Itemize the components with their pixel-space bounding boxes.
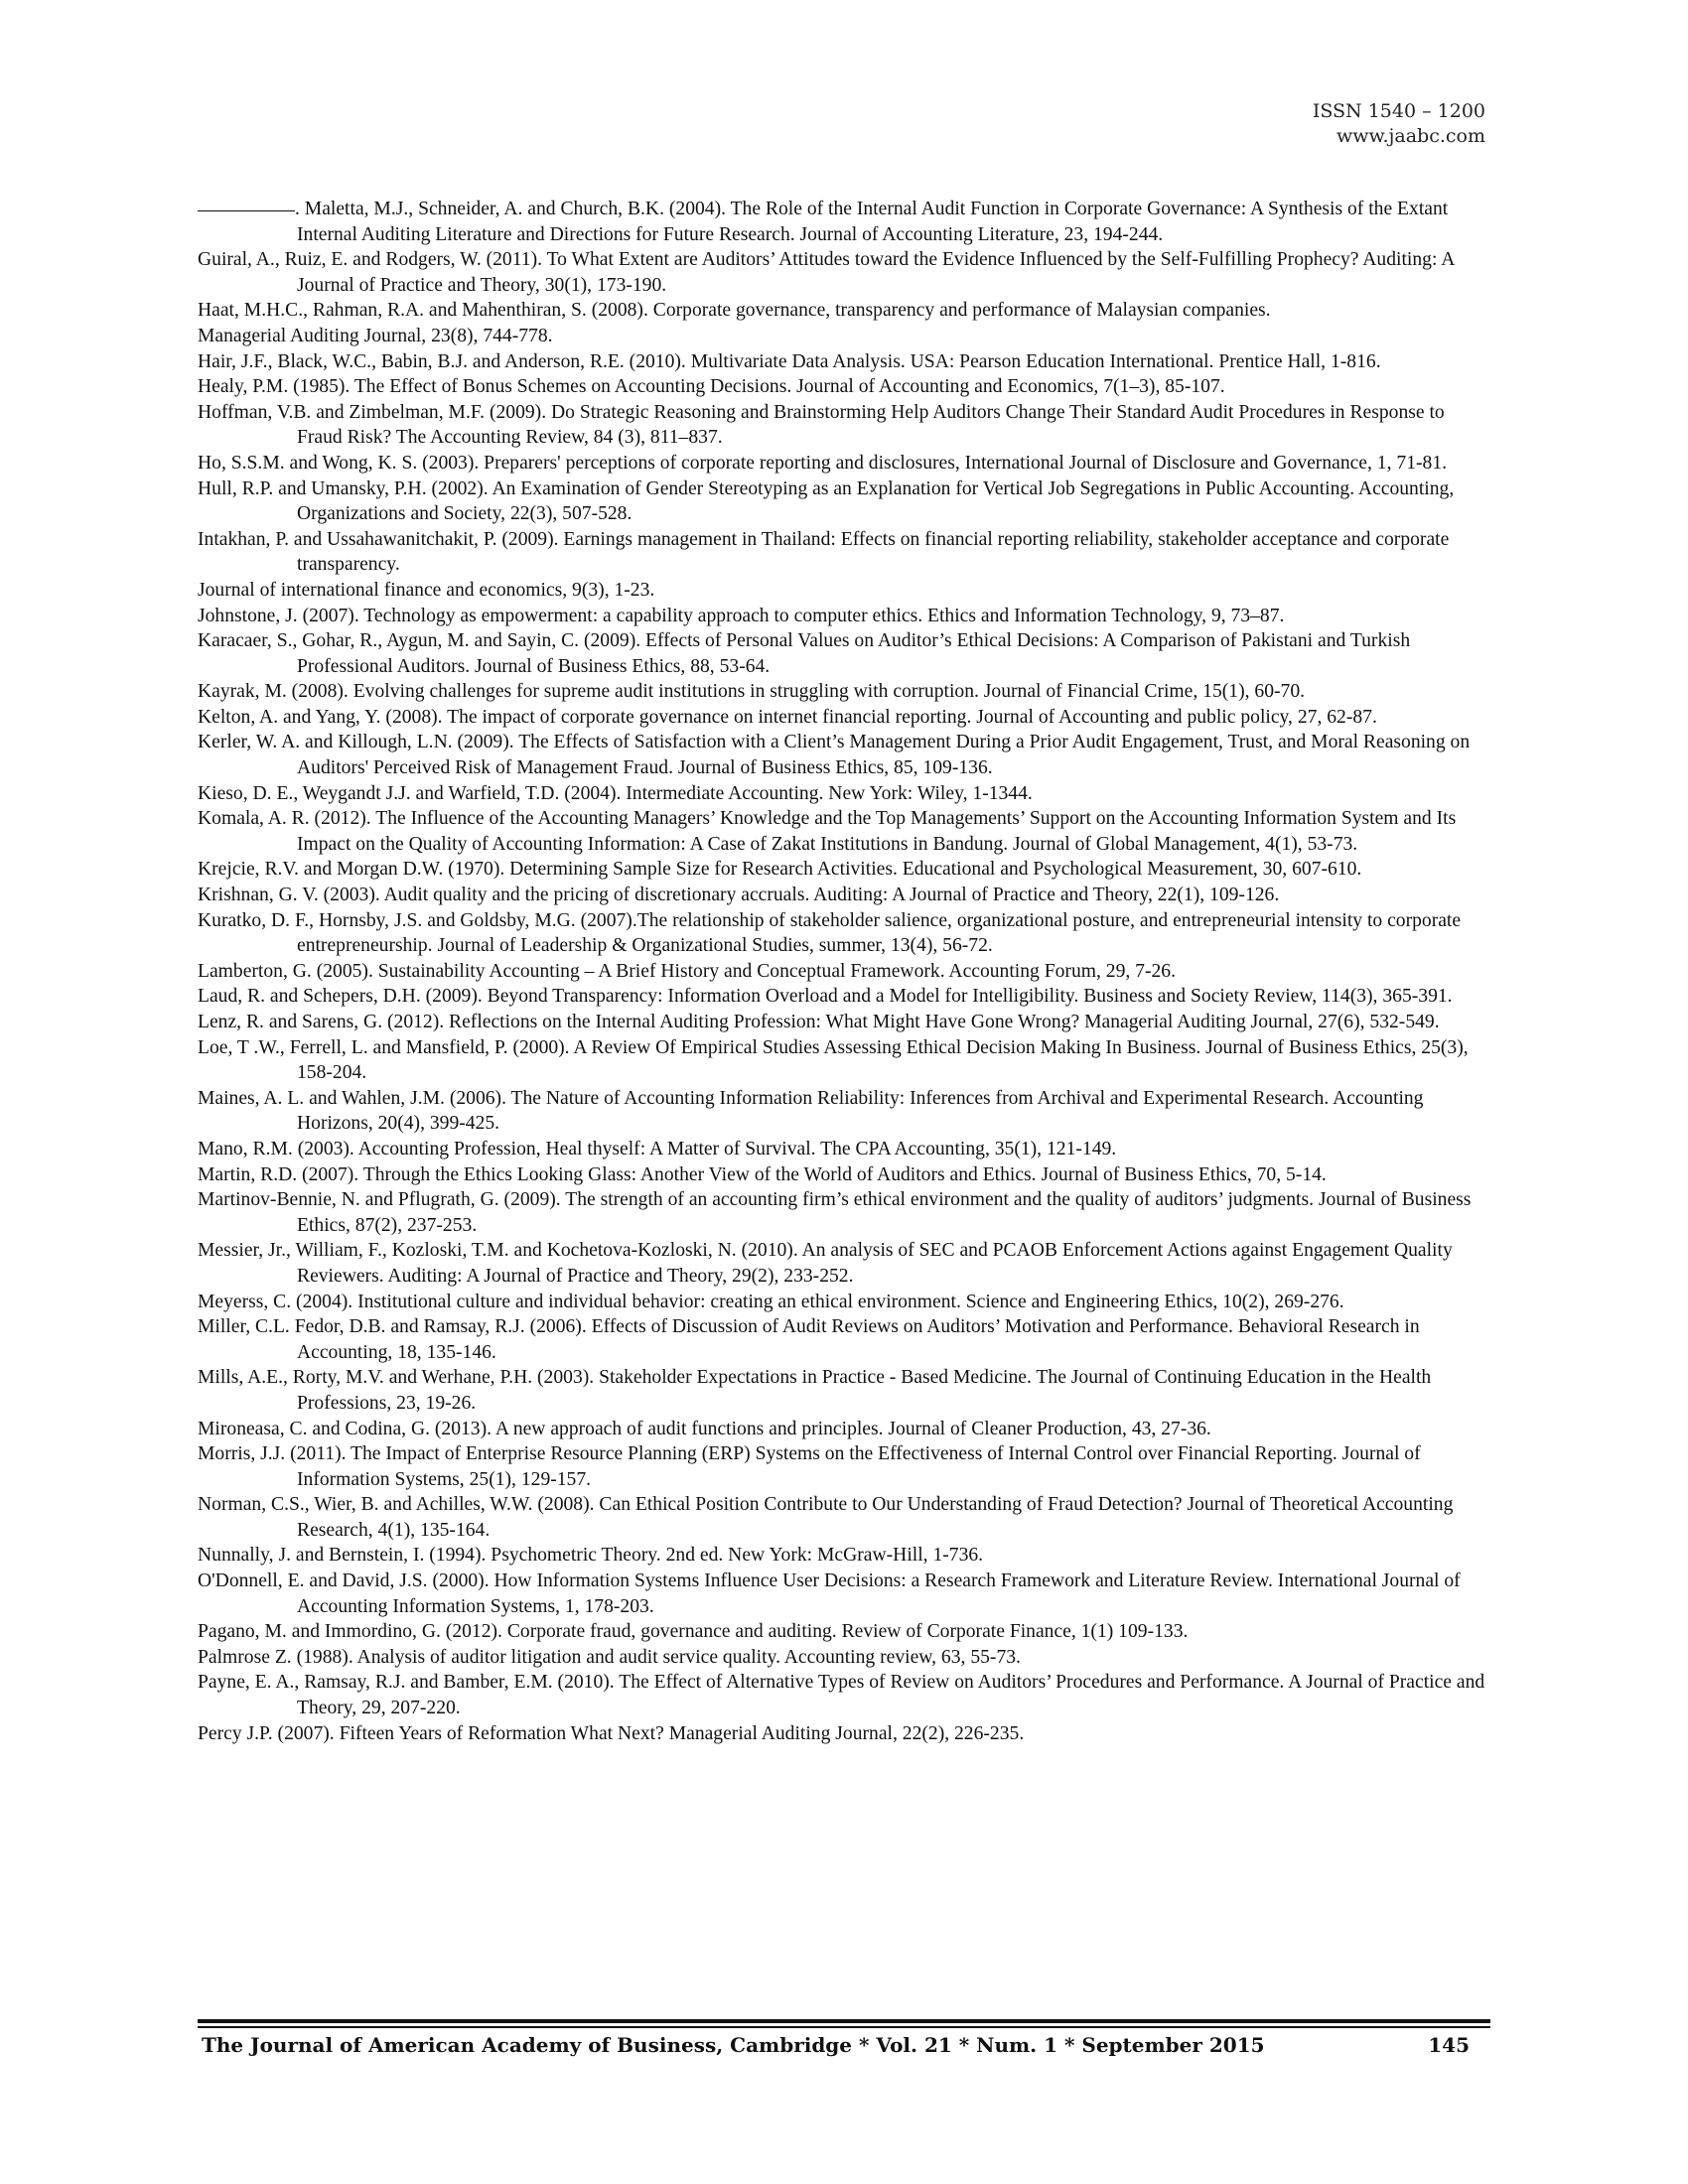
page-footer bbox=[202, 2033, 1482, 2063]
footer-rule bbox=[198, 2019, 1490, 2023]
page-number: 145 bbox=[1428, 2033, 1470, 2057]
reference-entry: Kieso, D. E., Weygandt J.J. and Warfield, T.D. (2004). Intermediate Accounting. New York: Wiley, 1-1344. bbox=[198, 782, 1033, 804]
reference-entry: Nunnally, J. and Bernstein, I. (1994). Psychometric Theory. 2nd ed. New York: McGraw-Hill, 1-736. bbox=[198, 1545, 984, 1567]
reference-entry: Maines, A. L. and Wahlen, J.M. (2006). The Nature of Accounting Information Reliability: Inferences from Archival and Experimental Research. Accounting Horizons, 20(4), 399-425. bbox=[198, 1087, 1424, 1135]
reference-entry: Lamberton, G. (2005). Sustainability Accounting – A Brief History and Conceptual Framework. Accounting Forum, 29, 7-26. bbox=[198, 960, 1176, 982]
reference-entry: O'Donnell, E. and David, J.S. (2000). How Information Systems Influence User Decisions: a Research Framework and Literature Review. International Journal of Accounting Information Systems, 1, 178-203. bbox=[198, 1570, 1461, 1617]
reference-entry: Miller, C.L. Fedor, D.B. and Ramsay, R.J. (2006). Effects of Discussion of Audit Reviews on Auditors’ Motivation and Performance. Behavioral Research in Accounting, 18, 135-146. bbox=[198, 1316, 1420, 1363]
reference-entry: Martin, R.D. (2007). Through the Ethics Looking Glass: Another View of the World of Auditors and Ethics. Journal of Business Ethics, 70, 5-14. bbox=[198, 1163, 1327, 1185]
reference-entry: Loe, T .W., Ferrell, L. and Mansfield, P. (2000). A Review Of Empirical Studies Assessing Ethical Decision Making In Business. Journal of Business Ethics, 25(3), 158-204. bbox=[198, 1036, 1469, 1084]
reference-entry: Journal of international finance and economics, 9(3), 1-23. bbox=[198, 579, 655, 601]
reference-entry: Payne, E. A., Ramsay, R.J. and Bamber, E.M. (2010). The Effect of Alternative Types of Review on Auditors’ Procedures and Performance. A Journal of Practice and Theory, 29, 207-220. bbox=[198, 1672, 1485, 1719]
page-header bbox=[1313, 99, 1485, 149]
reference-entry: Komala, A. R. (2012). The Influence of the Accounting Managers’ Knowledge and the Top Managements’ Support on the Accounting Information System and Its Impact on the Quality of Accounting Information: A Case of Zakat Institutions in Bandung. Journal of Global Management, 4(1), 53-73. bbox=[198, 808, 1457, 855]
reference-entry: Mano, R.M. (2003). Accounting Profession, Heal thyself: A Matter of Survival. The CPA Accounting, 35(1), 121-149. bbox=[198, 1138, 1117, 1160]
reference-entry: Kerler, W. A. and Killough, L.N. (2009). The Effects of Satisfaction with a Client’s Management During a Prior Audit Engagement, Trust, and Moral Reasoning on Auditors' Perceived Risk of Management Fraud. Journal of Business Ethics, 85, 109-136. bbox=[198, 732, 1471, 779]
reference-entry: Mironeasa, C. and Codina, G. (2013). A new approach of audit functions and principles. Journal of Cleaner Production, 43, 27-36. bbox=[198, 1418, 1211, 1439]
footer-rule bbox=[198, 2026, 1490, 2028]
reference-entry: Krejcie, R.V. and Morgan D.W. (1970). Determining Sample Size for Research Activities. Educational and Psychological Measurement, 30, 607-610. bbox=[198, 859, 1362, 881]
website: www.jaabc.com bbox=[1336, 125, 1485, 147]
reference-entry: Morris, J.J. (2011). The Impact of Enterprise Resource Planning (ERP) Systems on the Effectiveness of Internal Control over Financial Reporting. Journal of Information Systems, 25(1), 129-157. bbox=[198, 1443, 1421, 1490]
reference-entry: Laud, R. and Schepers, D.H. (2009). Beyond Transparency: Information Overload and a Model for Intelligibility. Business and Society Review, 114(3), 365-391. bbox=[198, 986, 1453, 1008]
reference-entry: Kelton, A. and Yang, Y. (2008). The impact of corporate governance on internet financial reporting. Journal of Accounting and public policy, 27, 62-87. bbox=[198, 706, 1377, 728]
reference-entry: Hull, R.P. and Umansky, P.H. (2002). An Examination of Gender Stereotyping as an Explanation for Vertical Job Segregations in Public Accounting. Accounting, Organizations and Society, 22(3), 507-528. bbox=[198, 478, 1455, 525]
reference-list bbox=[198, 197, 1490, 1746]
issn: ISSN 1540 – 1200 bbox=[1312, 100, 1485, 122]
reference-entry: Intakhan, P. and Ussahawanitchakit, P. (2009). Earnings management in Thailand: Effects on financial reporting reliability, stakeholder acceptance and corporate transparency. bbox=[198, 528, 1450, 576]
reference-entry: Kuratko, D. F., Hornsby, J.S. and Goldsby, M.G. (2007).The relationship of stakeholder salience, organizational posture, and entrepreneurial intensity to corporate entrepreneurship. Journal of Leadership & Organizational Studies, summer, 13(4), 56-72. bbox=[198, 909, 1462, 957]
reference-entry: Palmrose Z. (1988). Analysis of auditor litigation and audit service quality. Accounting review, 63, 55-73. bbox=[198, 1646, 1021, 1668]
journal-citation: The Journal of American Academy of Business, Cambridge * Vol. 21 * Num. 1 * September 2015 bbox=[202, 2033, 1265, 2057]
reference-entry: Pagano, M. and Immordino, G. (2012). Corporate fraud, governance and auditing. Review of Corporate Finance, 1(1) 109-133. bbox=[198, 1621, 1189, 1643]
reference-entry: Healy, P.M. (1985). The Effect of Bonus Schemes on Accounting Decisions. Journal of Accounting and Economics, 7(1–3), 85-107. bbox=[198, 376, 1225, 398]
reference-entry: Norman, C.S., Wier, B. and Achilles, W.W. (2008). Can Ethical Position Contribute to Our Understanding of Fraud Detection? Journal of Theoretical Accounting Research, 4(1), 135-164. bbox=[198, 1494, 1454, 1541]
reference-entry: Guiral, A., Ruiz, E. and Rodgers, W. (2011). To What Extent are Auditors’ Attitudes toward the Evidence Influenced by the Self-Fulfilling Prophecy? Auditing: A Journal of Practice and Theory, 30(1), 173-190. bbox=[198, 249, 1455, 296]
reference-entry: Haat, M.H.C., Rahman, R.A. and Mahenthiran, S. (2008). Corporate governance, transparency and performance of Malaysian companies. bbox=[198, 300, 1271, 322]
reference-entry: Kayrak, M. (2008). Evolving challenges for supreme audit institutions in struggling with corruption. Journal of Financial Crime, 15(1), 60-70. bbox=[198, 681, 1306, 703]
reference-entry: Krishnan, G. V. (2003). Audit quality and the pricing of discretionary accruals. Auditing: A Journal of Practice and Theory, 22(1), 109-126. bbox=[198, 885, 1280, 906]
reference-entry: Meyerss, C. (2004). Institutional culture and individual behavior: creating an ethical environment. Science and Engineering Ethics, 10(2), 269-276. bbox=[198, 1291, 1344, 1312]
reference-entry: Johnstone, J. (2007). Technology as empowerment: a capability approach to computer ethics. Ethics and Information Technology, 9, 73–87. bbox=[198, 605, 1285, 626]
reference-entry: Lenz, R. and Sarens, G. (2012). Reflections on the Internal Auditing Profession: What Might Have Gone Wrong? Managerial Auditing Journal, 27(6), 532-549. bbox=[198, 1012, 1440, 1032]
reference-entry: Ho, S.S.M. and Wong, K. S. (2003). Preparers' perceptions of corporate reporting and disclosures, International Journal of Disclosure and Governance, 1, 71-81. bbox=[198, 452, 1448, 474]
reference-entry: Managerial Auditing Journal, 23(8), 744-778. bbox=[198, 325, 553, 346]
repeated-author-line bbox=[198, 209, 295, 211]
reference-entry: Hoffman, V.B. and Zimbelman, M.F. (2009). Do Strategic Reasoning and Brainstorming Help Auditors Change Their Standard Audit Procedures in Response to Fraud Risk? The Accounting Review, 84 (3), 811–837. bbox=[198, 401, 1445, 449]
reference-entry: Karacaer, S., Gohar, R., Aygun, M. and Sayin, C. (2009). Effects of Personal Values on Auditor’s Ethical Decisions: A Comparison of Pakistani and Turkish Professional Auditors. Journal of Business Ethics, 88, 53-64. bbox=[198, 630, 1411, 677]
reference-entry: Messier, Jr., William, F., Kozloski, T.M. and Kochetova-Kozloski, N. (2010). An analysis of SEC and PCAOB Enforcement Actions against Engagement Quality Reviewers. Auditing: A Journal of Practice and Theory, 29(2), 233-252. bbox=[198, 1240, 1453, 1287]
reference-entry: Percy J.P. (2007). Fifteen Years of Reformation What Next? Managerial Auditing Journal, 22(2), 226-235. bbox=[198, 1722, 1025, 1744]
reference-entry: Hair, J.F., Black, W.C., Babin, B.J. and Anderson, R.E. (2010). Multivariate Data Analysis. USA: Pearson Education International. Prentice Hall, 1-816. bbox=[198, 350, 1381, 372]
reference-entry: . Maletta, M.J., Schneider, A. and Church, B.K. (2004). The Role of the Internal Audit Function in Corporate Governance: A Synthesis of the Extant Internal Auditing Literature and Directions for Future Research. Journal of Accounting Literature, 23, 194-244. bbox=[198, 197, 1490, 247]
reference-entry: Mills, A.E., Rorty, M.V. and Werhane, P.H. (2003). Stakeholder Expectations in Practice - Based Medicine. The Journal of Continuing Education in the Health Professions, 23, 19-26. bbox=[198, 1367, 1432, 1414]
reference-entry: Martinov-Bennie, N. and Pflugrath, G. (2009). The strength of an accounting firm’s ethical environment and the quality of auditors’ judgments. Journal of Business Ethics, 87(2), 237-253. bbox=[198, 1189, 1472, 1236]
